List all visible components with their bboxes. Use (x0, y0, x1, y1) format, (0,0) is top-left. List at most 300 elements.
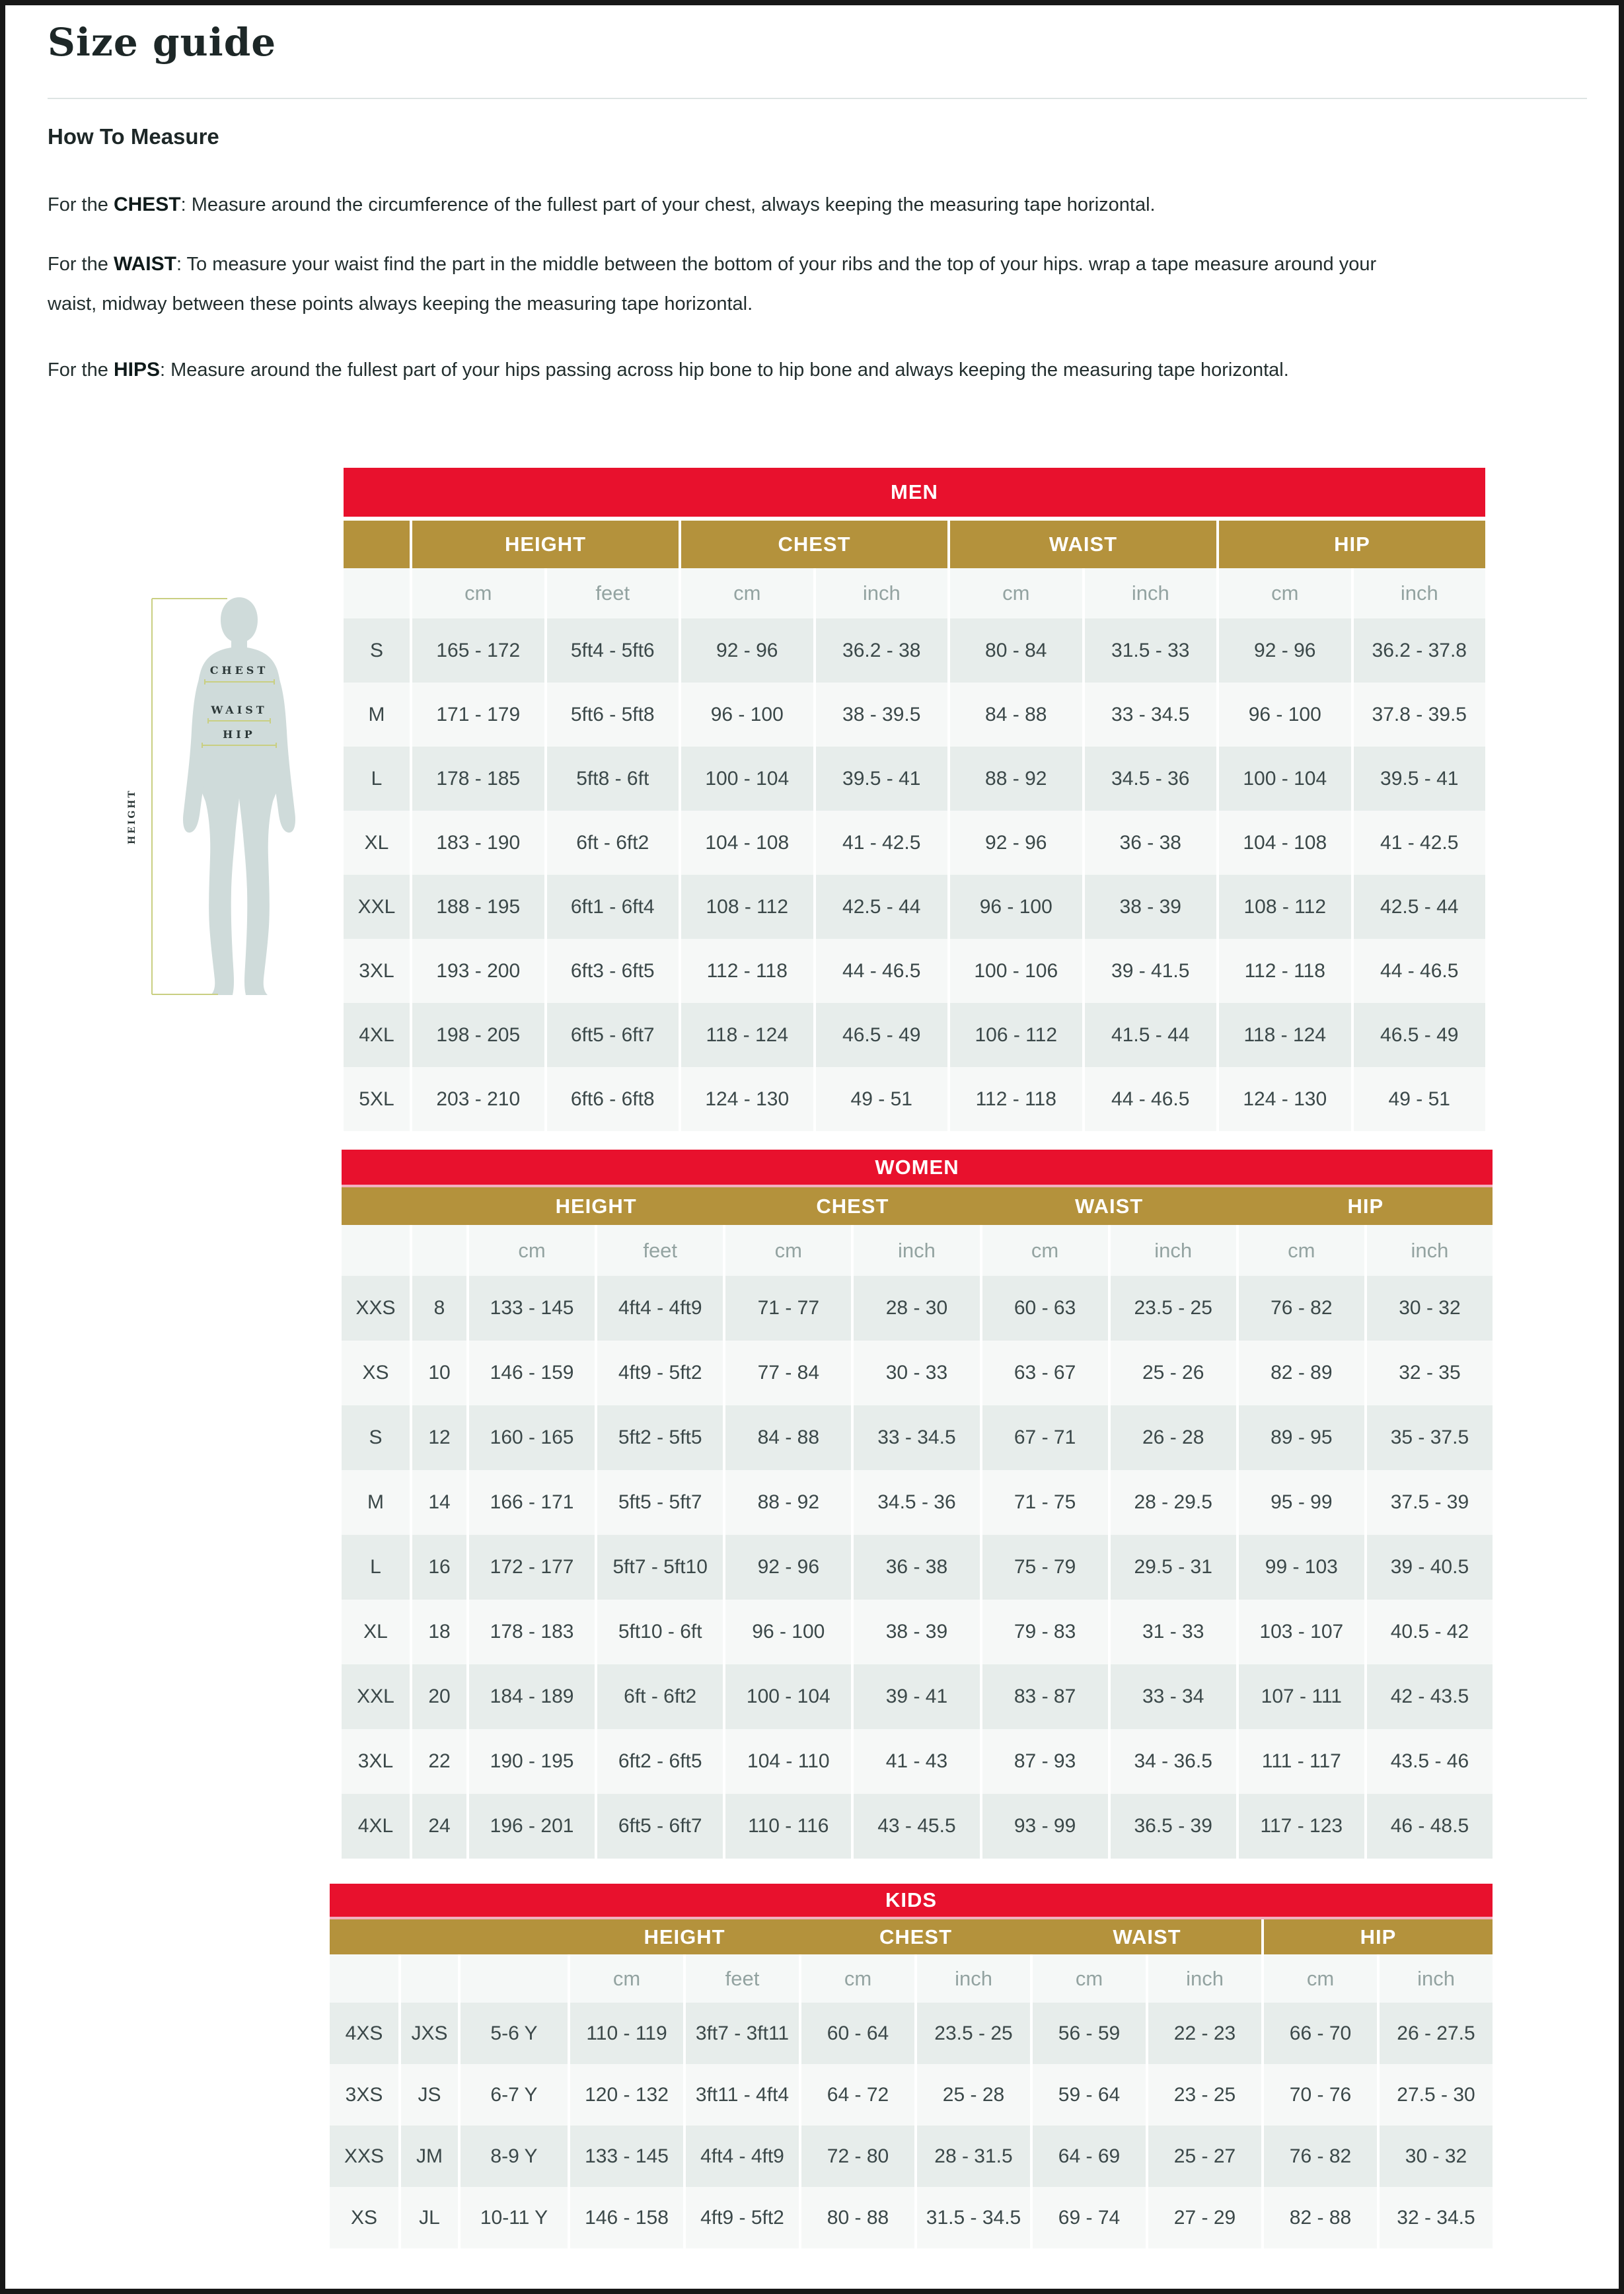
men-row-xxl (344, 875, 1485, 939)
instruction-waist (48, 244, 1415, 324)
value-cell: 88 - 92 (725, 1470, 851, 1535)
unit-label: inch (816, 568, 948, 618)
value-cell: 133 - 145 (469, 1276, 595, 1341)
unit-blank (344, 568, 410, 618)
value-cell: 96 - 100 (725, 1600, 851, 1664)
value-cell: 37.8 - 39.5 (1354, 683, 1486, 747)
value-cell: 42 - 43.5 (1367, 1664, 1493, 1729)
instruction-hips (48, 350, 1415, 390)
instruction-prefix: For the (48, 194, 114, 215)
value-cell: 35 - 37.5 (1367, 1405, 1493, 1470)
value-cell: 41 - 42.5 (816, 811, 948, 875)
value-cell: 33 - 34.5 (1085, 683, 1217, 747)
value-cell: 60 - 63 (982, 1276, 1108, 1341)
value-cell: 118 - 124 (681, 1003, 813, 1067)
unit-label: inch (1380, 1954, 1493, 2003)
value-cell: 56 - 59 (1033, 2003, 1146, 2064)
value-cell: 44 - 46.5 (1085, 1067, 1217, 1131)
unit-label: inch (1367, 1225, 1493, 1276)
unit-label: inch (1148, 1954, 1261, 2003)
value-cell: 28 - 29.5 (1111, 1470, 1236, 1535)
size-cell: XL (342, 1600, 410, 1664)
kids-group-chest: CHEST (879, 1925, 953, 1948)
size-cell: 4XL (342, 1794, 410, 1859)
size-cell: 6-7 Y (461, 2064, 568, 2126)
value-cell: 25 - 28 (917, 2064, 1030, 2126)
unit-label: inch (1354, 568, 1486, 618)
value-cell: 36.2 - 38 (816, 618, 948, 683)
page-title: Size guide (48, 20, 277, 65)
instruction-text: : Measure around the fullest part of your hips passing across hip bone to hip bone and always keeping the measuring tape horizontal. (159, 359, 1289, 381)
value-cell: 66 - 70 (1264, 2003, 1377, 2064)
value-cell: 33 - 34 (1111, 1664, 1236, 1729)
men-row-3xl (344, 939, 1485, 1003)
value-cell: 5ft7 - 5ft10 (597, 1535, 723, 1600)
unit-blank (461, 1954, 568, 2003)
value-cell: 100 - 106 (950, 939, 1082, 1003)
men-group-waist: WAIST (950, 521, 1216, 568)
value-cell: 92 - 96 (1219, 618, 1351, 683)
value-cell: 26 - 28 (1111, 1405, 1236, 1470)
value-cell: 70 - 76 (1264, 2064, 1377, 2126)
value-cell: 160 - 165 (469, 1405, 595, 1470)
unit-label: cm (570, 1954, 683, 2003)
size-cell: 3XL (342, 1729, 410, 1794)
value-cell: 117 - 123 (1239, 1794, 1364, 1859)
value-cell: 133 - 145 (570, 2126, 683, 2187)
value-cell: 64 - 69 (1033, 2126, 1146, 2187)
value-cell: 84 - 88 (725, 1405, 851, 1470)
men-group-height: HEIGHT (412, 521, 679, 568)
kids-size-table (330, 1884, 1493, 2248)
value-cell: 23.5 - 25 (917, 2003, 1030, 2064)
unit-label: cm (950, 568, 1082, 618)
men-size-table (344, 468, 1485, 1131)
value-cell: 71 - 75 (982, 1470, 1108, 1535)
kids-row-3xs (330, 2064, 1493, 2126)
value-cell: 96 - 100 (950, 875, 1082, 939)
value-cell: 183 - 190 (412, 811, 544, 875)
value-cell: 89 - 95 (1239, 1405, 1364, 1470)
unit-label: inch (917, 1954, 1030, 2003)
instruction-term: HIPS (113, 359, 160, 381)
group-header-blank (401, 1919, 458, 1954)
value-cell: 67 - 71 (982, 1405, 1108, 1470)
unit-label: cm (1033, 1954, 1146, 2003)
women-group-hip: HIP (1347, 1194, 1384, 1218)
value-cell: 92 - 96 (725, 1535, 851, 1600)
women-row-xxs (342, 1276, 1493, 1341)
unit-blank (330, 1954, 398, 2003)
value-cell: 82 - 88 (1264, 2187, 1377, 2248)
divider (48, 98, 1587, 99)
value-cell: 25 - 27 (1148, 2126, 1261, 2187)
value-cell: 190 - 195 (469, 1729, 595, 1794)
value-cell: 25 - 26 (1111, 1341, 1236, 1405)
instruction-prefix: For the (48, 254, 114, 275)
value-cell: 30 - 32 (1380, 2126, 1493, 2187)
value-cell: 39.5 - 41 (1354, 747, 1486, 811)
unit-label: cm (1264, 1954, 1377, 2003)
value-cell: 100 - 104 (725, 1664, 851, 1729)
value-cell: 60 - 64 (801, 2003, 914, 2064)
value-cell: 27.5 - 30 (1380, 2064, 1493, 2126)
kids-row-xs (330, 2187, 1493, 2248)
women-size-table (342, 1150, 1493, 1859)
kids-units-row (330, 1954, 1493, 2003)
group-header-blank (344, 521, 410, 568)
women-row-xs (342, 1341, 1493, 1405)
chest-line-label: CHEST (209, 664, 269, 677)
value-cell: 34.5 - 36 (1085, 747, 1217, 811)
value-cell: 42.5 - 44 (1354, 875, 1486, 939)
size-cell: 5XL (344, 1067, 410, 1131)
size-cell: XL (344, 811, 410, 875)
unit-label: cm (982, 1225, 1108, 1276)
size-cell: L (344, 747, 410, 811)
value-cell: 23 - 25 (1148, 2064, 1261, 2126)
body-measurement-diagram (118, 574, 329, 1023)
value-cell: 41.5 - 44 (1085, 1003, 1217, 1067)
men-row-5xl (344, 1067, 1485, 1131)
value-cell: 171 - 179 (412, 683, 544, 747)
size-cell: 8-9 Y (461, 2126, 568, 2187)
value-cell: 184 - 189 (469, 1664, 595, 1729)
value-cell: 34 - 36.5 (1111, 1729, 1236, 1794)
value-cell: 40.5 - 42 (1367, 1600, 1493, 1664)
women-row-3xl (342, 1729, 1493, 1794)
kids-row-4xs (330, 2003, 1493, 2064)
value-cell: 110 - 116 (725, 1794, 851, 1859)
value-cell: 5ft4 - 5ft6 (547, 618, 679, 683)
value-cell: 108 - 112 (1219, 875, 1351, 939)
value-cell: 27 - 29 (1148, 2187, 1261, 2248)
men-group-chest: CHEST (681, 521, 947, 568)
value-cell: 111 - 117 (1239, 1729, 1364, 1794)
kids-group-waist: WAIST (1113, 1925, 1181, 1948)
unit-label: feet (547, 568, 679, 618)
value-cell: 75 - 79 (982, 1535, 1108, 1600)
value-cell: 87 - 93 (982, 1729, 1108, 1794)
size-cell: JM (401, 2126, 458, 2187)
value-cell: 41 - 43 (854, 1729, 979, 1794)
value-cell: 31.5 - 33 (1085, 618, 1217, 683)
men-group-hip: HIP (1219, 521, 1485, 568)
value-cell: 32 - 35 (1367, 1341, 1493, 1405)
value-cell: 39 - 41 (854, 1664, 979, 1729)
size-cell: 16 (412, 1535, 466, 1600)
value-cell: 100 - 104 (1219, 747, 1351, 811)
size-cell: 20 (412, 1664, 466, 1729)
size-cell: 4XL (344, 1003, 410, 1067)
value-cell: 80 - 84 (950, 618, 1082, 683)
value-cell: 6ft - 6ft2 (547, 811, 679, 875)
unit-label: cm (1239, 1225, 1364, 1276)
value-cell: 4ft4 - 4ft9 (597, 1276, 723, 1341)
size-cell: JXS (401, 2003, 458, 2064)
value-cell: 203 - 210 (412, 1067, 544, 1131)
value-cell: 6ft1 - 6ft4 (547, 875, 679, 939)
value-cell: 92 - 96 (681, 618, 813, 683)
value-cell: 76 - 82 (1264, 2126, 1377, 2187)
value-cell: 49 - 51 (816, 1067, 948, 1131)
value-cell: 5ft6 - 5ft8 (547, 683, 679, 747)
group-header-blank (342, 1187, 410, 1225)
value-cell: 3ft11 - 4ft4 (686, 2064, 799, 2126)
value-cell: 6ft6 - 6ft8 (547, 1067, 679, 1131)
kids-group-header (330, 1919, 1493, 1954)
value-cell: 69 - 74 (1033, 2187, 1146, 2248)
value-cell: 31.5 - 34.5 (917, 2187, 1030, 2248)
value-cell: 72 - 80 (801, 2126, 914, 2187)
unit-label: cm (681, 568, 813, 618)
value-cell: 71 - 77 (725, 1276, 851, 1341)
kids-rows (330, 2003, 1493, 2248)
value-cell: 96 - 100 (681, 683, 813, 747)
women-table-title: WOMEN (342, 1150, 1493, 1185)
value-cell: 39 - 41.5 (1085, 939, 1217, 1003)
height-line-label: HEIGHT (127, 788, 137, 845)
size-cell: 14 (412, 1470, 466, 1535)
value-cell: 6ft5 - 6ft7 (597, 1794, 723, 1859)
value-cell: 107 - 111 (1239, 1664, 1364, 1729)
value-cell: 112 - 118 (1219, 939, 1351, 1003)
value-cell: 4ft4 - 4ft9 (686, 2126, 799, 2187)
value-cell: 103 - 107 (1239, 1600, 1364, 1664)
value-cell: 118 - 124 (1219, 1003, 1351, 1067)
women-group-chest: CHEST (816, 1194, 889, 1218)
value-cell: 108 - 112 (681, 875, 813, 939)
instruction-text: : Measure around the circumference of the fullest part of your chest, always keeping the measuring tape horizontal. (180, 194, 1156, 215)
size-cell: 10-11 Y (461, 2187, 568, 2248)
value-cell: 46 - 48.5 (1367, 1794, 1493, 1859)
value-cell: 4ft9 - 5ft2 (597, 1341, 723, 1405)
instruction-term: WAIST (113, 253, 176, 275)
women-row-xxl (342, 1664, 1493, 1729)
size-cell: XS (342, 1341, 410, 1405)
instruction-prefix: For the (48, 359, 114, 381)
men-row-s (344, 618, 1485, 683)
value-cell: 6ft3 - 6ft5 (547, 939, 679, 1003)
size-cell: 3XL (344, 939, 410, 1003)
value-cell: 5ft8 - 6ft (547, 747, 679, 811)
value-cell: 104 - 108 (681, 811, 813, 875)
value-cell: 6ft2 - 6ft5 (597, 1729, 723, 1794)
value-cell: 39.5 - 41 (816, 747, 948, 811)
value-cell: 77 - 84 (725, 1341, 851, 1405)
size-cell: 5-6 Y (461, 2003, 568, 2064)
value-cell: 33 - 34.5 (854, 1405, 979, 1470)
size-cell: 3XS (330, 2064, 398, 2126)
value-cell: 100 - 104 (681, 747, 813, 811)
value-cell: 36 - 38 (854, 1535, 979, 1600)
value-cell: 38 - 39 (1085, 875, 1217, 939)
value-cell: 124 - 130 (681, 1067, 813, 1131)
size-cell: S (344, 618, 410, 683)
value-cell: 22 - 23 (1148, 2003, 1261, 2064)
value-cell: 5ft10 - 6ft (597, 1600, 723, 1664)
value-cell: 32 - 34.5 (1380, 2187, 1493, 2248)
value-cell: 178 - 185 (412, 747, 544, 811)
value-cell: 59 - 64 (1033, 2064, 1146, 2126)
value-cell: 5ft2 - 5ft5 (597, 1405, 723, 1470)
value-cell: 44 - 46.5 (816, 939, 948, 1003)
value-cell: 172 - 177 (469, 1535, 595, 1600)
value-cell: 29.5 - 31 (1111, 1535, 1236, 1600)
value-cell: 37.5 - 39 (1367, 1470, 1493, 1535)
unit-label: cm (801, 1954, 914, 2003)
value-cell: 146 - 158 (570, 2187, 683, 2248)
value-cell: 46.5 - 49 (1354, 1003, 1486, 1067)
women-row-l (342, 1535, 1493, 1600)
value-cell: 28 - 31.5 (917, 2126, 1030, 2187)
group-header-blank (330, 1919, 398, 1954)
value-cell: 124 - 130 (1219, 1067, 1351, 1131)
men-units-row (344, 568, 1485, 618)
value-cell: 104 - 110 (725, 1729, 851, 1794)
men-row-4xl (344, 1003, 1485, 1067)
value-cell: 38 - 39.5 (816, 683, 948, 747)
unit-label: cm (412, 568, 544, 618)
size-cell: 4XS (330, 2003, 398, 2064)
value-cell: 34.5 - 36 (854, 1470, 979, 1535)
value-cell: 112 - 118 (950, 1067, 1082, 1131)
size-cell: 22 (412, 1729, 466, 1794)
unit-blank (412, 1225, 466, 1276)
value-cell: 30 - 32 (1367, 1276, 1493, 1341)
men-row-xl (344, 811, 1485, 875)
size-cell: S (342, 1405, 410, 1470)
value-cell: 193 - 200 (412, 939, 544, 1003)
group-header-blank (412, 1187, 466, 1225)
size-cell: L (342, 1535, 410, 1600)
value-cell: 43.5 - 46 (1367, 1729, 1493, 1794)
value-cell: 31 - 33 (1111, 1600, 1236, 1664)
instruction-text: : To measure your waist find the part in the middle between the bottom of your ribs and the top of your hips. wrap a tape measure around your waist, midway between these points always keeping the measuring tape horizontal. (48, 254, 1377, 314)
value-cell: 4ft9 - 5ft2 (686, 2187, 799, 2248)
group-header-blank (461, 1919, 568, 1954)
women-group-height: HEIGHT (555, 1194, 637, 1218)
kids-table-title: KIDS (330, 1884, 1493, 1917)
men-row-m (344, 683, 1485, 747)
value-cell: 196 - 201 (469, 1794, 595, 1859)
value-cell: 165 - 172 (412, 618, 544, 683)
value-cell: 39 - 40.5 (1367, 1535, 1493, 1600)
value-cell: 198 - 205 (412, 1003, 544, 1067)
value-cell: 41 - 42.5 (1354, 811, 1486, 875)
size-cell: XXS (342, 1276, 410, 1341)
unit-label: inch (854, 1225, 979, 1276)
value-cell: 82 - 89 (1239, 1341, 1364, 1405)
size-cell: JL (401, 2187, 458, 2248)
value-cell: 46.5 - 49 (816, 1003, 948, 1067)
value-cell: 112 - 118 (681, 939, 813, 1003)
women-row-m (342, 1470, 1493, 1535)
kids-row-xxs (330, 2126, 1493, 2187)
unit-label: cm (1219, 568, 1351, 618)
value-cell: 44 - 46.5 (1354, 939, 1486, 1003)
size-cell: 8 (412, 1276, 466, 1341)
value-cell: 188 - 195 (412, 875, 544, 939)
value-cell: 88 - 92 (950, 747, 1082, 811)
instruction-term: CHEST (113, 194, 181, 215)
value-cell: 3ft7 - 3ft11 (686, 2003, 799, 2064)
value-cell: 36.5 - 39 (1111, 1794, 1236, 1859)
women-group-waist: WAIST (1075, 1194, 1144, 1218)
size-cell: M (342, 1470, 410, 1535)
size-cell: JS (401, 2064, 458, 2126)
value-cell: 146 - 159 (469, 1341, 595, 1405)
value-cell: 36.2 - 37.8 (1354, 618, 1486, 683)
size-cell: XXL (342, 1664, 410, 1729)
women-row-s (342, 1405, 1493, 1470)
size-cell: 24 (412, 1794, 466, 1859)
size-cell: 12 (412, 1405, 466, 1470)
unit-blank (401, 1954, 458, 2003)
women-rows (342, 1276, 1493, 1859)
body-silhouette-shape (183, 597, 295, 995)
unit-label: feet (686, 1954, 799, 2003)
value-cell: 178 - 183 (469, 1600, 595, 1664)
size-cell: 18 (412, 1600, 466, 1664)
value-cell: 26 - 27.5 (1380, 2003, 1493, 2064)
unit-label: inch (1085, 568, 1217, 618)
value-cell: 80 - 88 (801, 2187, 914, 2248)
value-cell: 36 - 38 (1085, 811, 1217, 875)
value-cell: 64 - 72 (801, 2064, 914, 2126)
waist-line-label: WAIST (211, 704, 268, 716)
value-cell: 92 - 96 (950, 811, 1082, 875)
value-cell: 23.5 - 25 (1111, 1276, 1236, 1341)
value-cell: 5ft5 - 5ft7 (597, 1470, 723, 1535)
hip-line-label: HIP (223, 728, 256, 741)
men-row-l (344, 747, 1485, 811)
value-cell: 106 - 112 (950, 1003, 1082, 1067)
unit-label: cm (469, 1225, 595, 1276)
value-cell: 104 - 108 (1219, 811, 1351, 875)
size-cell: XXS (330, 2126, 398, 2187)
value-cell: 110 - 119 (570, 2003, 683, 2064)
men-group-header (344, 521, 1485, 568)
value-cell: 42.5 - 44 (816, 875, 948, 939)
value-cell: 96 - 100 (1219, 683, 1351, 747)
value-cell: 43 - 45.5 (854, 1794, 979, 1859)
size-cell: 10 (412, 1341, 466, 1405)
instruction-chest (48, 185, 1415, 225)
value-cell: 49 - 51 (1354, 1067, 1486, 1131)
value-cell: 6ft - 6ft2 (597, 1664, 723, 1729)
women-row-xl (342, 1600, 1493, 1664)
value-cell: 76 - 82 (1239, 1276, 1364, 1341)
women-group-header (342, 1187, 1493, 1225)
value-cell: 166 - 171 (469, 1470, 595, 1535)
size-cell: XS (330, 2187, 398, 2248)
value-cell: 93 - 99 (982, 1794, 1108, 1859)
unit-label: inch (1111, 1225, 1236, 1276)
unit-blank (342, 1225, 410, 1276)
value-cell: 6ft5 - 6ft7 (547, 1003, 679, 1067)
value-cell: 83 - 87 (982, 1664, 1108, 1729)
women-units-row (342, 1225, 1493, 1276)
value-cell: 30 - 33 (854, 1341, 979, 1405)
unit-label: feet (597, 1225, 723, 1276)
value-cell: 99 - 103 (1239, 1535, 1364, 1600)
value-cell: 79 - 83 (982, 1600, 1108, 1664)
men-rows (344, 618, 1485, 1131)
men-table-title: MEN (344, 468, 1485, 517)
value-cell: 120 - 132 (570, 2064, 683, 2126)
value-cell: 63 - 67 (982, 1341, 1108, 1405)
